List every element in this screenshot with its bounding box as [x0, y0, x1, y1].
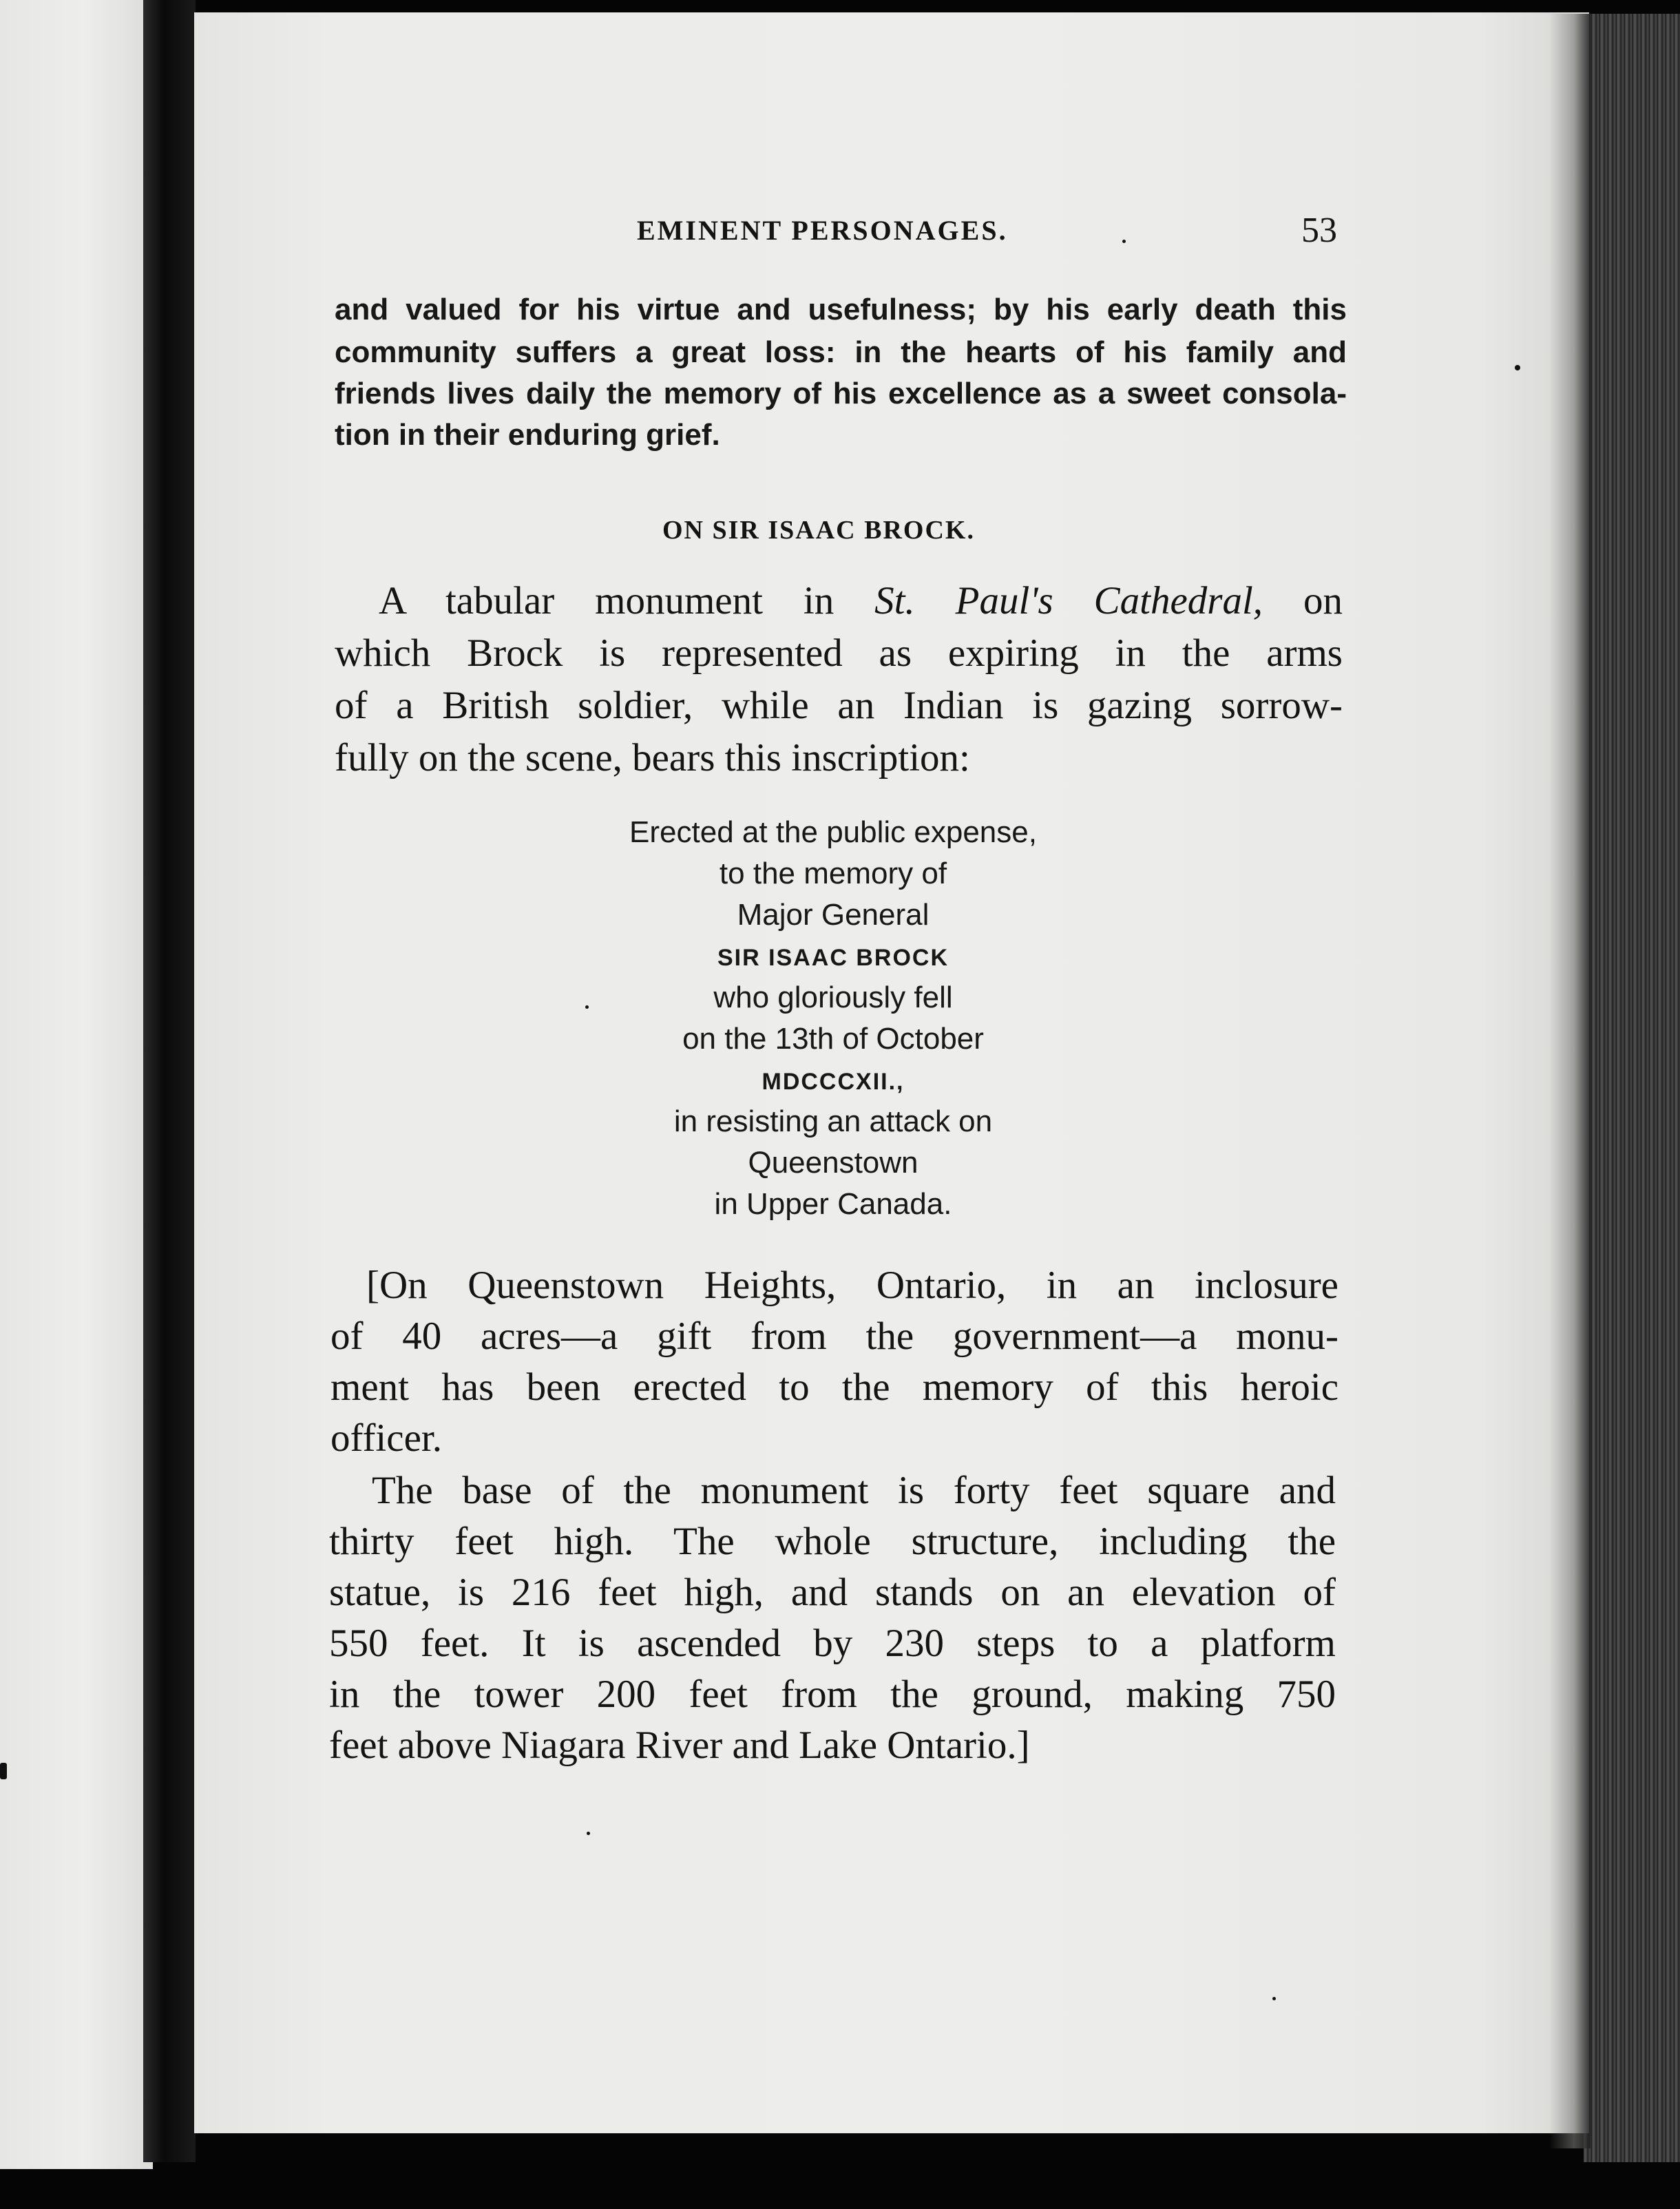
- running-head: EMINENT PERSONAGES.: [637, 215, 1008, 246]
- inscription-line: to the memory of: [719, 857, 947, 890]
- intro-line: [379, 576, 1343, 627]
- note-line: [On Queenstown Heights, Ontario, in an inclosure: [366, 1264, 1338, 1307]
- intro-line: fully on the scene, bears this inscription:: [335, 736, 970, 779]
- page-edges: [1584, 14, 1680, 2162]
- intro-text: on: [1263, 579, 1343, 622]
- gutter-shadow: [143, 0, 196, 2162]
- intro-line: of a British soldier, while an Indian is gazing sorrow-: [335, 684, 1343, 727]
- opening-line: tion in their enduring grief.: [335, 418, 720, 452]
- opening-line: community suffers a great loss: in the hearts of his family and: [335, 335, 1347, 369]
- note-line: officer.: [330, 1416, 442, 1460]
- note-line: thirty feet high. The whole structure, including the: [329, 1520, 1336, 1563]
- page-edge-shading: [1549, 14, 1590, 2148]
- scan-speck: [585, 1005, 589, 1009]
- note-line: 550 feet. It is ascended by 230 steps to a platform: [329, 1622, 1336, 1665]
- intro-line: which Brock is represented as expiring in the arms: [335, 631, 1343, 675]
- note-line: in the tower 200 feet from the ground, making 750: [329, 1673, 1336, 1716]
- scan-speck: [1122, 240, 1126, 243]
- inscription-line: in Upper Canada.: [714, 1187, 952, 1221]
- inscription-line: SIR ISAAC BROCK: [717, 945, 949, 971]
- section-heading: ON SIR ISAAC BROCK.: [662, 516, 975, 545]
- note-line: of 40 acres—a gift from the government—a monu-: [330, 1315, 1338, 1358]
- scan-speck: [587, 1832, 590, 1835]
- note-line: feet above Niagara River and Lake Ontario.]: [329, 1724, 1030, 1767]
- opening-line: and valued for his virtue and usefulness; by his early death this: [335, 293, 1347, 326]
- scan-speck: [1515, 365, 1520, 370]
- note-line: ment has been erected to the memory of this heroic: [330, 1365, 1338, 1409]
- inscription-line: MDCCCXII.,: [762, 1069, 905, 1095]
- inscription-line: Queenstown: [748, 1146, 918, 1180]
- note-line: The base of the monument is forty feet square and: [372, 1469, 1336, 1512]
- cathedral-name: St. Paul's Cathedral,: [874, 579, 1263, 622]
- inscription-line: who gloriously fell: [713, 981, 953, 1014]
- scan-speck: [1272, 1997, 1276, 2000]
- note-line: statue, is 216 feet high, and stands on an elevation of: [329, 1571, 1336, 1614]
- inscription-line: on the 13th of October: [682, 1022, 984, 1056]
- intro-text: A tabular monument in: [379, 579, 875, 622]
- inscription-line: Erected at the public expense,: [629, 815, 1037, 849]
- opening-line: friends lives daily the memory of his excellence as a sweet consola-: [335, 377, 1347, 410]
- scan-speck: [0, 1763, 7, 1779]
- inscription-line: in resisting an attack on: [673, 1104, 993, 1138]
- inscription-line: Major General: [737, 898, 930, 932]
- facing-page-edge: [0, 0, 153, 2169]
- page-number: 53: [1301, 211, 1337, 250]
